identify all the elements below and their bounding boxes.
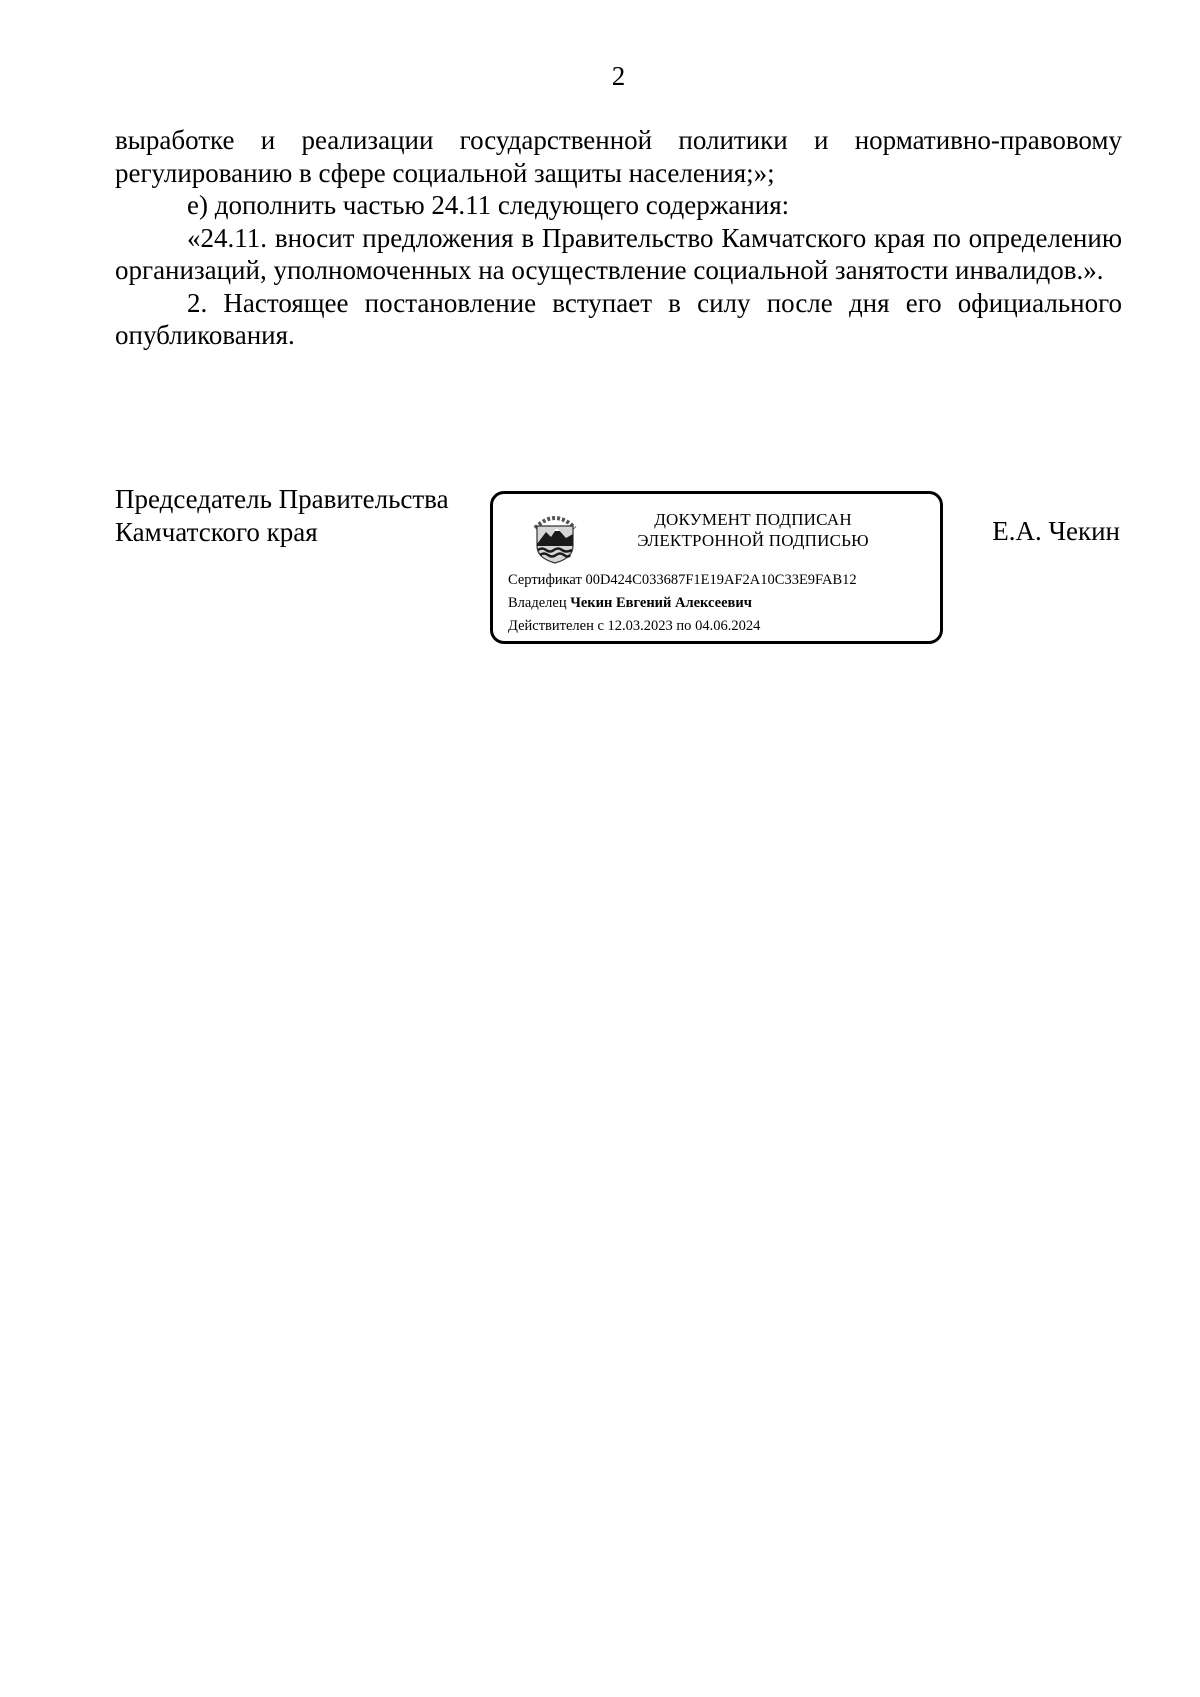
certificate-label: Сертификат [508, 572, 582, 588]
paragraph-part-24-11: «24.11. вносит предложения в Правительство Камчатского края по определению организаций, уполномоченных на осуществление социальной занятости инвалидов.». [115, 222, 1122, 285]
signatory-title-line1: Председатель Правительства [115, 484, 449, 514]
stamp-details [508, 569, 857, 638]
kamchatka-coat-of-arms-icon [531, 510, 579, 564]
stamp-heading-line2: ЭЛЕКТРОННОЙ ПОДПИСЬЮ [637, 531, 869, 550]
valid-to-label: по [676, 618, 692, 634]
validity-row [508, 615, 857, 638]
valid-label: Действителен [508, 618, 594, 634]
owner-row [508, 592, 857, 615]
owner-label: Владелец [508, 595, 567, 611]
paragraph-effective-date: 2. Настоящее постановление вступает в силу после дня его официального опубликования. [115, 287, 1122, 350]
stamp-heading [603, 509, 903, 551]
signatory-title-line2: Камчатского края [115, 516, 318, 547]
signatory-title [115, 483, 449, 548]
page-number: 2 [611, 61, 626, 91]
certificate-row [508, 569, 857, 592]
paragraph-continuation: выработке и реализации государственной политики и нормативно-правовому регулированию в сфере социальной защиты населения;»; [115, 125, 1122, 188]
valid-from-label: с [597, 618, 604, 634]
stamp-heading-line1: ДОКУМЕНТ ПОДПИСАН [654, 510, 852, 529]
document-body [115, 124, 1122, 352]
electronic-signature-stamp [490, 491, 943, 644]
owner-value: Чекин Евгений Алексеевич [570, 595, 752, 611]
valid-from-date: 12.03.2023 [607, 618, 673, 634]
certificate-value: 00D424C033687F1E19AF2A10C33E9FAB12 [585, 572, 857, 588]
paragraph-item-e: е) дополнить частью 24.11 следующего содержания: [187, 190, 790, 220]
signatory-name: Е.А. Чекин [992, 516, 1120, 546]
valid-to-date: 04.06.2024 [695, 618, 761, 634]
